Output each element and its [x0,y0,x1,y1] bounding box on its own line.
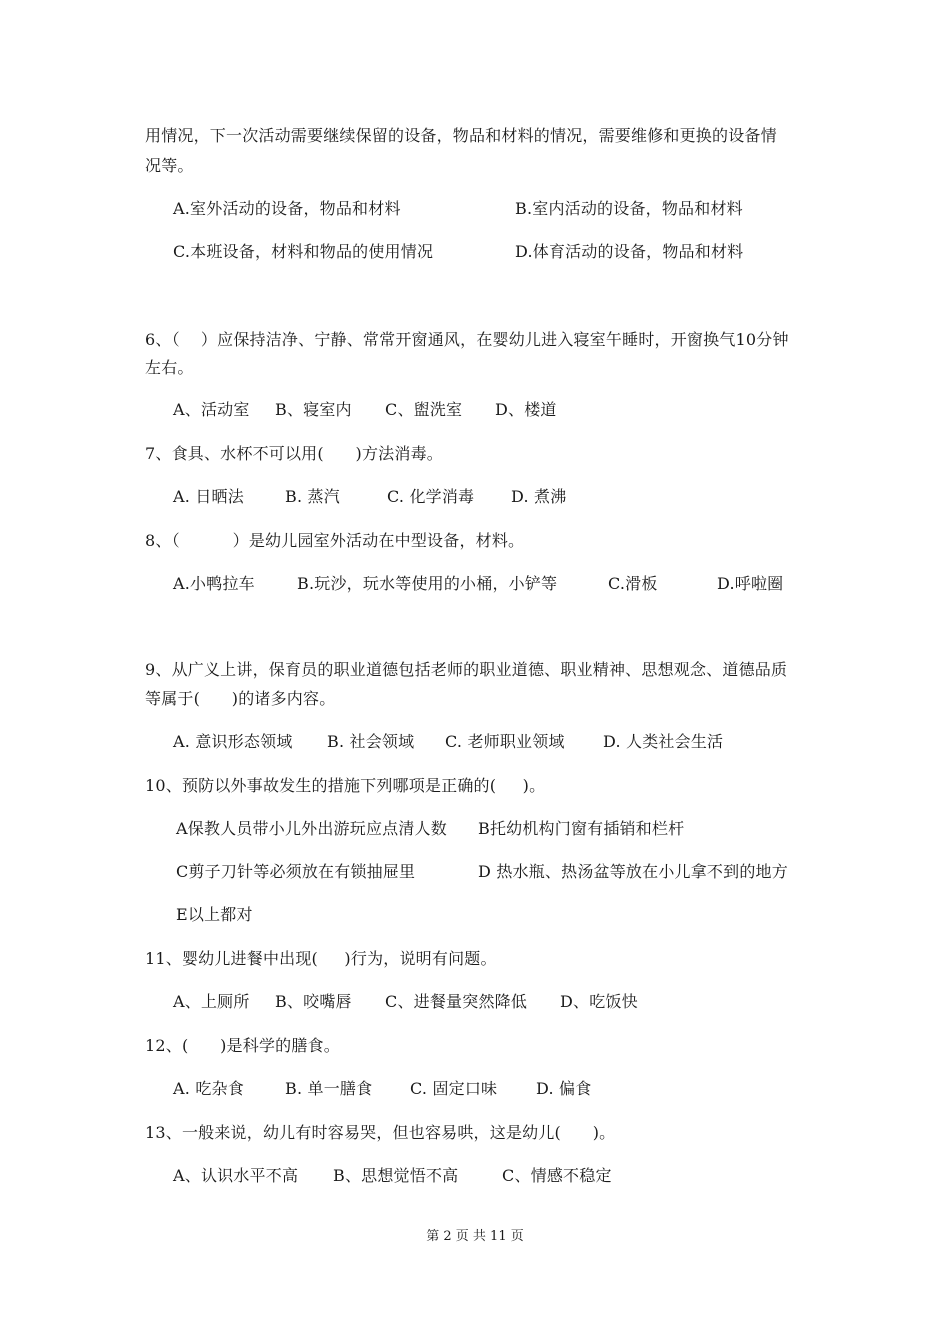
q11-option-c: C、进餐量突然降低 [385,992,528,1011]
q12-option-d: D. 偏食 [536,1079,592,1098]
q8-option-a: A.小鸭拉车 [173,574,255,593]
q11-option-a: A、上厕所 [173,992,250,1011]
q8-option-c: C.滑板 [608,574,658,593]
q7-stem: 7、食具、水杯不可以用( )方法消毒。 [145,444,443,463]
q7-option-a: A. 日晒法 [173,487,244,506]
q12-option-a: A. 吃杂食 [173,1079,244,1098]
q11-option-d: D、吃饭快 [560,992,638,1011]
q9-option-c: C. 老师职业领域 [445,732,565,751]
q8-option-d: D.呼啦圈 [717,574,784,593]
q13-option-b: B、思想觉悟不高 [333,1166,459,1185]
q5-option-c: C.本班设备，材料和物品的使用情况 [173,242,434,261]
q5-continuation-line-2: 况等。 [145,156,194,175]
q6-option-a: A、活动室 [173,400,250,419]
q9-option-a: A. 意识形态领域 [173,732,293,751]
q6-option-c: C、盥洗室 [385,400,463,419]
q10-option-c: C剪子刀针等必须放在有锁抽屉里 [176,862,416,881]
q9-option-b: B. 社会领域 [327,732,415,751]
q9-stem-line-2: 等属于( )的诸多内容。 [145,689,336,708]
q13-option-a: A、认识水平不高 [173,1166,299,1185]
q12-option-c: C. 固定口味 [410,1079,498,1098]
q7-option-c: C. 化学消毒 [387,487,475,506]
q7-option-d: D. 煮沸 [511,487,567,506]
q10-option-b: B托幼机构门窗有插销和栏杆 [478,819,685,838]
q6-option-b: B、寝室内 [275,400,352,419]
q11-option-b: B、咬嘴唇 [275,992,352,1011]
page-footer: 第 2 页 共 11 页 [426,1229,524,1244]
q13-option-c: C、情感不稳定 [502,1166,612,1185]
q12-option-b: B. 单一膳食 [285,1079,373,1098]
q5-option-a: A.室外活动的设备，物品和材料 [173,199,401,218]
q5-continuation-line-1: 用情况，下一次活动需要继续保留的设备，物品和材料的情况，需要维修和更换的设备情 [145,126,777,145]
q6-stem-line-1: 6、（ ）应保持洁净、宁静、常常开窗通风，在婴幼儿进入寝室午睡时，开窗换气10分钟 [145,330,789,349]
q13-stem: 13、一般来说，幼儿有时容易哭，但也容易哄，这是幼儿( )。 [145,1123,616,1142]
q10-option-d: D 热水瓶、热汤盆等放在小儿拿不到的地方 [478,862,788,881]
q6-option-d: D、楼道 [495,400,557,419]
q9-stem-line-1: 9、从广义上讲，保育员的职业道德包括老师的职业道德、职业精神、思想观念、道德品质 [145,660,788,679]
q10-stem: 10、预防以外事故发生的措施下列哪项是正确的( )。 [145,776,546,795]
q5-option-b: B.室内活动的设备，物品和材料 [515,199,743,218]
q8-option-b: B.玩沙，玩水等使用的小桶，小铲等 [297,574,558,593]
q10-option-a: A保教人员带小儿外出游玩应点清人数 [176,819,447,838]
q10-option-e: E以上都对 [176,905,253,924]
q11-stem: 11、婴幼儿进餐中出现( )行为，说明有问题。 [145,949,497,968]
q9-option-d: D. 人类社会生活 [603,732,724,751]
q12-stem: 12、( )是科学的膳食。 [145,1036,340,1055]
q5-option-d: D.体育活动的设备，物品和材料 [515,242,744,261]
q6-stem-line-2: 左右。 [145,358,194,377]
q8-stem: 8、（ ）是幼儿园室外活动在中型设备，材料。 [145,531,525,550]
q7-option-b: B. 蒸汽 [285,487,340,506]
